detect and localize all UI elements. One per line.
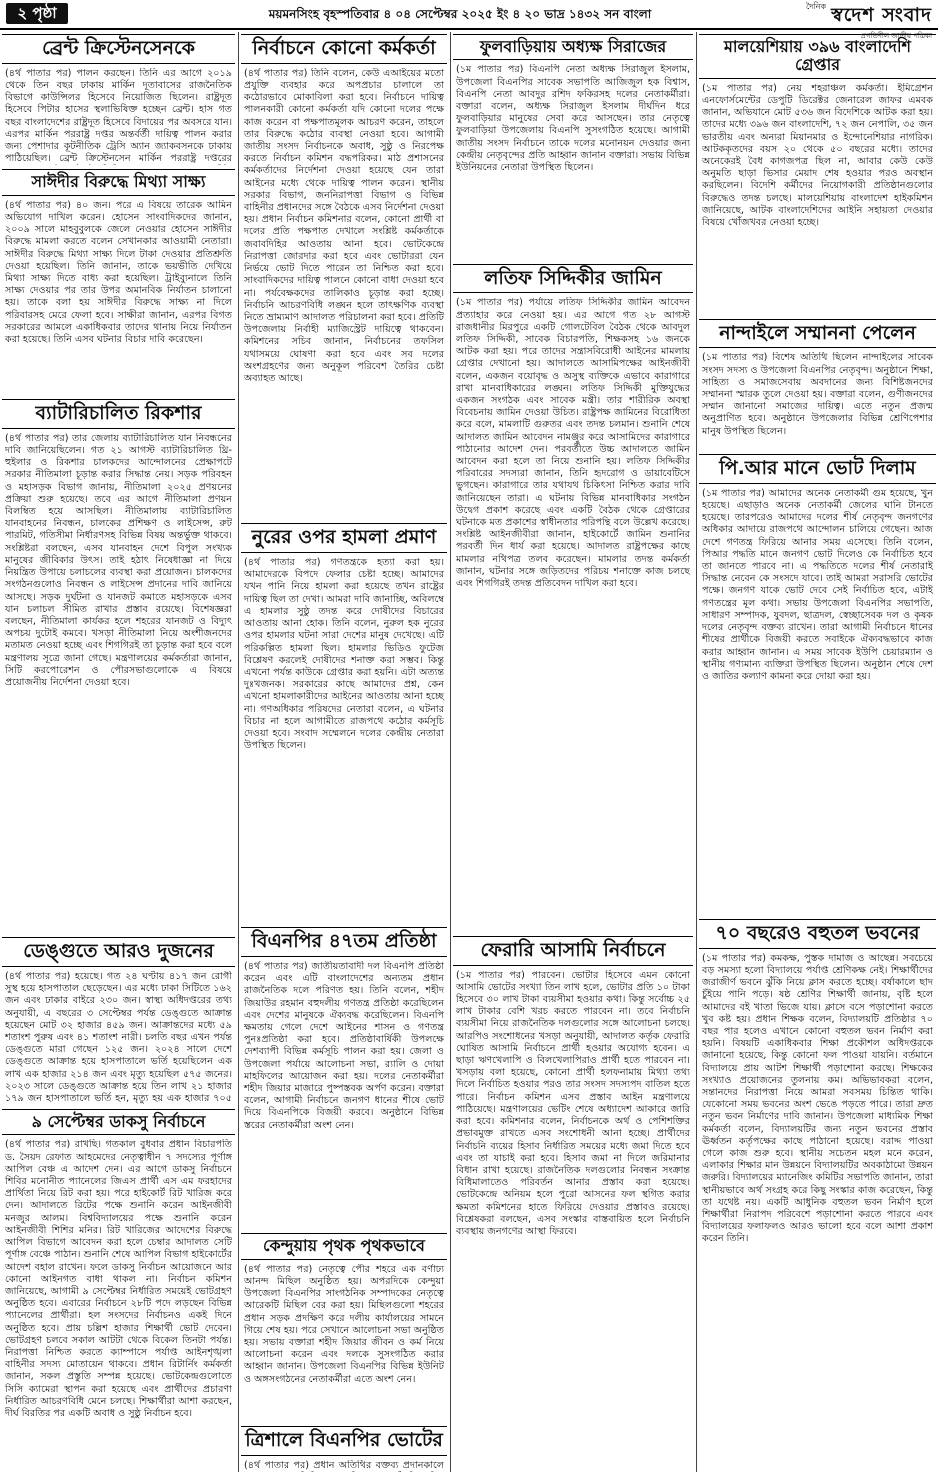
article-headline: মালয়েশিয়ায় ৩৯৬ বাংলাদেশি গ্রেপ্তার [699,34,936,79]
article-body: (১ম পাতার পর) বিশেষ অতিথি ছিলেন নান্দাইলের সাবেক সংসদ সদস্য ও উপজেলা বিএনপির নেতৃবৃন্দ। অনুষ্ঠানে শিক্ষা, সাহিত্য ও সমাজসেবায় অবদানের জন্য বিশিষ্টজনদের সম্মাননা স্মারক তুলে দেওয়া হয়। বক্তারা বলেন, গুণীজনদের সম্মান জানানো সমাজের দায়িত্ব। এতে নতুন প্রজন্ম অনুপ্রাণিত হবে। অনুষ্ঠানে উপজেলার বিভিন্ন শ্রেণিপেশার মানুষ উপস্থিত ছিলেন। [702,352,933,437]
article-headline: ৭০ বছরেও বহুতল ভবনের [699,919,936,949]
news-article [453,34,693,260]
article-body: (১ম পাতার পর) আমাদের অনেক নেতাকর্মী গুম হয়েছে, খুন হয়েছে। এছাড়াও অনেক নেতাকর্মী জেলের ঘানি টানতে হয়েছে। তারপরেও আমাদের দলের শীর্ষ নেতৃবৃন্দ জনগণের অধিকার আদায়ে রাজপথে আন্দোলন চালিয়ে গেছেন। আজ দেশে গণতন্ত্র ফিরিয়ে আনার সময় এসেছে। তিনি বলেন, পিআর পদ্ধতি মানে জনগণ ভোট দিলেও কে নির্বাচিত হবে তা জানতে পারবে না। এ পদ্ধতিতে দলের শীর্ষ নেতারাই সিদ্ধান্ত নেবেন কে সংসদে যাবে। তাই আমরা সরাসরি ভোটের পক্ষে। জনগণ যাকে ভোট দেবে সেই নির্বাচিত হবে, এটাই গণতন্ত্রের মূল কথা। সভায় উপজেলা বিএনপির সভাপতি, সাধারণ সম্পাদক, যুবদল, ছাত্রদল, স্বেচ্ছাসেবক দল ও কৃষক দলের নেতৃবৃন্দ বক্তব্য রাখেন। তারা আগামী নির্বাচনে ধানের শীষের প্রার্থীকে বিজয়ী করতে সবাইকে ঐক্যবদ্ধভাবে কাজ করার আহ্বান জানান। এ সময় সাবেক ইউপি চেয়ারম্যান ও স্থানীয় গণ্যমান্য ব্যক্তিরা উপস্থিত ছিলেন। অনুষ্ঠান শেষে দেশ ও জাতির কল্যাণ কামনা করে দোয়া করা হয়। [702,487,933,682]
article-body: (৪র্থ পাতার পর) নেতৃত্বে পৌর শহরে এক বর্ণাঢ্য আনন্দ মিছিল অনুষ্ঠিত হয়। অপরদিকে কেন্দুয়া উপজেলা বিএনপির সাংগঠনিক সম্পাদকের নেতৃত্বে আরেকটি মিছিল বের করা হয়। মিছিলগুলো শহরের প্রধান সড়ক প্রদক্ষিণ করে দলীয় কার্যালয়ের সামনে গিয়ে শেষ হয়। পরে সেখানে আলোচনা সভা অনুষ্ঠিত হয়। সভায় বক্তারা শহীদ জিয়ার জীবন ও কর্ম নিয়ে আলোচনা করেন এবং দলকে সুসংগঠিত করার আহ্বান জানান। উপজেলা বিএনপির বিভিন্ন ইউনিট ও অঙ্গসংগঠনের নেতাকর্মীরা এতে অংশ নেন। [244,1263,444,1385]
dateline: ময়মনসিংহ বৃহস্পতিবার ৪ ০৪ সেপ্টেম্বর ২০২৫ ইং ৪ ২০ ভাদ্র ১৪৩২ সন বাংলা [268,7,652,21]
news-article [241,1426,447,1472]
news-article [2,34,235,165]
article-headline: ব্যাটারিচালিত রিকশার [2,399,235,429]
column-divider [450,32,451,1472]
news-article [699,919,936,1472]
masthead-tagline: প্রগতিশীল জাতীয় পত্রিকা [860,32,932,40]
column-4 [699,32,936,1472]
article-headline: ৯ সেপ্টেম্বর ডাকসু নির্বাচনে [2,1109,235,1135]
article-body: (৪র্থ পাতার পর) রাখছি। গতকাল বুধবার প্রধান বিচারপতি ড. সৈয়দ রেফাত আহমেদের নেতৃত্বাধীন ৭ সদস্যের পূর্ণাঙ্গ আপিল বেঞ্চ এ আদেশ দেন। এর আগে ডাকসু নির্বাচনে শিবির মনোনীত প্যানেলের জিএস প্রার্থী এস এম ফরহাদের প্রার্থিতা নিয়ে রিট করা হয়। পরে হাইকোর্ট রিট খারিজ করে দেন। আদালতে রিটের পক্ষে শুনানি করেন আইনজীবী মনজুর আলম। বিশ্ববিদ্যালয়ের পক্ষে শুনানি করেন আইনজীবী শিশির মনির। রিট খারিজের আদেশের বিরুদ্ধে আপিল বিভাগে আবেদন করা হলে চেম্বার আদালত সেটি পূর্ণাঙ্গ বেঞ্চে পাঠান। শুনানি শেষে আপিল বিভাগ হাইকোর্টের আদেশ বহাল রাখেন। ফলে ডাকসু নির্বাচন আয়োজনে আর কোনো আইনগত বাধা থাকল না। নির্বাচন কমিশন জানিয়েছে, আগামী ৯ সেপ্টেম্বর নির্ধারিত সময়েই ভোটগ্রহণ অনুষ্ঠিত হবে। এবারের নির্বাচনে ২৮টি পদে লড়ছেন বিভিন্ন প্যানেলের প্রার্থীরা। হল সংসদের নির্বাচনও একই দিনে অনুষ্ঠিত হবে। প্রায় চল্লিশ হাজার শিক্ষার্থী ভোট দেবেন। ভোটগ্রহণ চলবে সকাল আটটা থেকে বিকেল তিনটা পর্যন্ত। নিরাপত্তা নিশ্চিত করতে ক্যাম্পাসে পর্যাপ্ত আইনশৃঙ্খলা বাহিনীর সদস্য মোতায়েন থাকবে। প্রধান রিটার্নিং কর্মকর্তা জানান, সকল প্রস্তুতি সম্পন্ন হয়েছে। ভোটকেন্দ্রগুলোতে সিসি ক্যামেরা স্থাপন করা হয়েছে এবং প্রার্থীদের প্রচারণা নির্ধারিত আচরণবিধি মেনে চলছে। শিক্ষার্থীরা আশা করছেন, দীর্ঘ বিরতির পর একটি অবাধ ও সুষ্ঠু নির্বাচন হবে। [5,1139,233,1419]
column-3 [453,32,693,1472]
article-body: (১ম পাতার পর) কমকক্ষ, পুস্তক দামাজ ও আছেন্ন। সবচেয়ে বড় সমস্যা হলো বিদ্যালয়ে পর্যাপ্ত শ্রেণিকক্ষ নেই। শিক্ষার্থীদের জরাজীর্ণ ভবনে ঝুঁকি নিয়ে ক্লাস করতে হচ্ছে। বর্ষাকালে ছাদ চুঁইয়ে পানি পড়ে। ষষ্ঠ শ্রেণির শিক্ষার্থী জানায়, বৃষ্টি হলে আমাদের বই খাতা ভিজে যায়। ক্লাসে বসে পড়াশোনা করতে খুব কষ্ট হয়। প্রধান শিক্ষক বলেন, বিদ্যালয়টি প্রতিষ্ঠার ৭০ বছর পার হলেও এখানে কোনো বহুতল ভবন নির্মাণ করা হয়নি। বিষয়টি একাধিকবার শিক্ষা প্রকৌশল অধিদপ্তরকে জানানো হয়েছে, কিন্তু কোনো ফল পাওয়া যায়নি। বর্তমানে বিদ্যালয়ে প্রায় আটশ শিক্ষার্থী পড়াশোনা করছে। শিক্ষকের সংখ্যাও প্রয়োজনের তুলনায় কম। অভিভাবকরা বলেন, সন্তানদের নিরাপত্তা নিয়ে আমরা সবসময় চিন্তিত থাকি। যেকোনো সময় ভবনের অংশ ভেঙে পড়তে পারে। তারা দ্রুত নতুন ভবন নির্মাণের দাবি জানান। উপজেলা মাধ্যমিক শিক্ষা কর্মকর্তা বলেন, বিদ্যালয়টির জন্য নতুন ভবনের প্রস্তাব ঊর্ধ্বতন কর্তৃপক্ষের কাছে পাঠানো হয়েছে। বরাদ্দ পাওয়া গেলে কাজ শুরু হবে। স্থানীয় সচেতন মহল মনে করেন, এলাকার শিক্ষার মান উন্নয়নে বিদ্যালয়টির অবকাঠামো উন্নয়ন জরুরি। বিদ্যালয়ের ম্যানেজিং কমিটির সভাপতি জানান, তারা স্থানীয়ভাবে অর্থ সংগ্রহ করে কিছু সংস্কার কাজ করেছেন, কিন্তু তা যথেষ্ট নয়। একটি আধুনিক বহুতল ভবন নির্মাণ হলে শিক্ষার্থীরা নিরাপদ পরিবেশে পড়াশোনা করতে পারবে এবং বিদ্যালয়ের ফলাফলও আরও ভালো হবে বলে আশা প্রকাশ করেন তিনি। [702,952,933,1245]
article-body: (১ম পাতার পর) পারবেন। ভোটার হিসেবে এমন কোনো আসামি ভোটের সংখ্যা তিন লাখ হলে, ভোটার প্রতি ১০ টাকা হিসেবে ৩০ লাখ টাকা ব্যয়সীমা হওয়ার কথা। কিন্তু সর্বোচ্চ ২৫ লাখ টাকার বেশি খরচ করতে পারবেন না। তবে নির্বাচনি ব্যয়সীমা নিয়ে রাজনৈতিক দলগুলোর সঙ্গে আলোচনা চলছে। আরপিও সংশোধনের খসড়া অনুযায়ী, আদালত কর্তৃক ফেরারি ঘোষিত আসামি নির্বাচনে প্রার্থী হওয়ার অযোগ্য হবেন। এ ছাড়া ঋণখেলাপি ও বিলখেলাপিরাও প্রার্থী হতে পারবেন না। খসড়ায় বলা হয়েছে, কোনো প্রার্থী হলফনামায় মিথ্যা তথ্য দিলে নির্বাচিত হওয়ার পরও তার সংসদ সদস্যপদ বাতিল হতে পারে। নির্বাচন কমিশন এসব প্রস্তাব আইন মন্ত্রণালয়ে পাঠিয়েছে। মন্ত্রণালয়ের ভেটিং শেষে অধ্যাদেশ আকারে জারি করা হবে। কমিশনার বলেন, নির্বাচনকে অর্থ ও পেশিশক্তির প্রভাবমুক্ত রাখতে এসব সংশোধনী আনা হচ্ছে। প্রার্থীদের নির্বাচনি ব্যয়ের হিসাব নির্ধারিত সময়ের মধ্যে জমা দিতে হবে এবং তা যাচাই করা হবে। হিসাব জমা না দিলে জরিমানার বিধান রাখা হয়েছে। রাজনৈতিক দলগুলোর নিবন্ধন সংক্রান্ত বিধিমালাতেও পরিবর্তন আনার প্রস্তাব করা হয়েছে। ভোটকেন্দ্রে অনিয়ম হলে পুরো আসনের ফল স্থগিত করার ক্ষমতা কমিশনের হাতে ফিরিয়ে দেওয়ার প্রস্তাবও রয়েছে। বিশ্লেষকরা বলছেন, এসব সংস্কার বাস্তবায়িত হলে নির্বাচনি ব্যবস্থায় জনগণের আস্থা ফিরবে। [456,969,690,1237]
news-article [2,937,235,1105]
article-body: (৪র্থ পাতার পর) গণতন্ত্রকে হত্যা করা হয়। আমাদেরকে বিপদে ফেলার চেষ্টা হচ্ছে। আমাদের যখন পানি নিয়ে হামলা করা হয়েছে তখন রাষ্ট্রের দায়িত্ব ছিল তা দেখা। আমরা দাবি জানাচ্ছি, অবিলম্বে এ হামলার সুষ্ঠু তদন্ত করে দোষীদের বিচারের আওতায় আনা হোক। তিনি বলেন, নুরুল হক নুরের ওপর হামলার ঘটনা সারা দেশের মানুষ দেখেছে। এটি পরিকল্পিত হামলা ছিল। হামলার ভিডিও ফুটেজ বিশ্লেষণ করলেই দোষীদের শনাক্ত করা সম্ভব। কিন্তু এখনো পর্যন্ত কাউকে গ্রেপ্তার করা হয়নি। এটা অত্যন্ত দুঃখজনক। সরকারের কাছে আমাদের প্রশ্ন, কেন এখনো হামলাকারীদের আইনের আওতায় আনা হচ্ছে না। গণঅধিকার পরিষদের নেতারা বলেন, এ ঘটনার বিচার না হলে আগামীতে রাজপথে কঠোর কর্মসূচি দেওয়া হবে। সংবাদ সম্মেলনে দলের কেন্দ্রীয় নেতারা উপস্থিত ছিলেন। [244,557,444,752]
masthead-logo [726,1,932,40]
news-article [241,1233,447,1422]
article-body: (১ম পাতার পর) বিএনপি নেতা অধ্যক্ষ সিরাজুল ইসলাম, উপজেলা বিএনপির সাবেক সভাপতি আজিজুল হক বিশ্বাস, বিএনপি নেতা আবদুর রশিদ ফকিরসহ দলের নেতাকর্মীরা। বক্তারা বলেন, অধ্যক্ষ সিরাজুল ইসলাম দীর্ঘদিন ধরে ফুলবাড়িয়ার মানুষের সেবা করে আসছেন। তার নেতৃত্বে ফুলবাড়িয়া উপজেলায় বিএনপি সুসংগঠিত হয়েছে। আগামী জাতীয় সংসদ নির্বাচনে তাকে দলের মনোনয়ন দেওয়ার জন্য কেন্দ্রীয় নেতৃবৃন্দের প্রতি আহ্বান জানান বক্তারা। সভায় বিভিন্ন ইউনিয়নের নেতারা উপস্থিত ছিলেন। [456,64,690,174]
article-body: (১ম পাতার পর) পর্যায়ে লতিফ সিদ্দিকীর জামিন আবেদন প্রত্যাহার করে নেওয়া হয়। এর আগে গত ২৮ আগস্ট রাজধানীর মিরপুরে একটি গোলটেবিল বৈঠক থেকে আবদুল লতিফ সিদ্দিকী, সাবেক বিচারপতি, শিক্ষকসহ ১৬ জনকে আটক করা হয়। পরে তাদের সন্ত্রাসবিরোধী আইনের মামলায় গ্রেপ্তার দেখানো হয়। আদালতে আসামিপক্ষের আইনজীবী বলেন, একজন বয়োবৃদ্ধ ও অসুস্থ ব্যক্তিকে এভাবে কারাগারে রাখা মানবাধিকারের লঙ্ঘন। লতিফ সিদ্দিকী মুক্তিযুদ্ধের একজন সংগঠক এবং সাবেক মন্ত্রী। তার শারীরিক অবস্থা বিবেচনায় জামিন দেওয়া উচিত। রাষ্ট্রপক্ষ জামিনের বিরোধিতা করে বলে, মামলাটি গুরুতর এবং তদন্ত চলমান। শুনানি শেষে আদালত জামিন আবেদন নামঞ্জুর করে আসামিদের কারাগারে পাঠানোর আদেশ দেন। পরবর্তীতে উচ্চ আদালতে জামিন আবেদন করা হলে তা নিয়ে শুনানি হয়। লতিফ সিদ্দিকীর পরিবারের সদস্যরা জানান, তিনি হৃদরোগ ও ডায়াবেটিসে ভুগছেন। কারাগারে তার যথাযথ চিকিৎসা নিশ্চিত করার দাবি জানিয়েছেন তারা। এ ঘটনায় বিভিন্ন মানবাধিকার সংগঠন উদ্বেগ প্রকাশ করেছে এবং একটি বৈঠক থেকে গ্রেপ্তারের ঘটনাকে মত প্রকাশের স্বাধীনতার পরিপন্থি বলে উল্লেখ করেছে। সংশ্লিষ্ট আইনজীবীরা জানান, হাইকোর্টে জামিন শুনানির পরবর্তী দিন ধার্য করা হয়েছে। আদালত রাষ্ট্রপক্ষের কাছে মামলার নথিপত্র তলব করেছেন। মামলার তদন্ত কর্মকর্তা জানান, ঘটনার সঙ্গে জড়িতদের পরিচয় শনাক্তে কাজ চলছে এবং শিগগিরই তদন্ত প্রতিবেদন দাখিল করা হবে। [456,297,690,590]
news-article [2,1109,235,1472]
news-article [453,264,693,932]
article-headline: লতিফ সিদ্দিকীর জামিন [453,264,693,294]
page-number-badge: ২ পৃষ্ঠা [6,3,68,24]
article-body: (৪র্থ পাতার পর) ৪০ জন। পরে এ বিষয়ে তারেক আমিন অভিযোগ দাখিল করেন। হোসেন সাংবাদিকদের জানান, ২০০৯ সালে মাহবুবুলকে জেলে নেওয়ার হোসেন সাঈদীর বিরুদ্ধে মামলা করতে বলেন সেখানকার আওয়ামী নেতারা। সাঈদীর বিরুদ্ধে মিথ্যা সাক্ষ্য দিলে টাকা দেওয়ার প্রতিশ্রুতি দেওয়া হয়েছিল। তিনি জানান, তাকে ভয়ভীতি দেখিয়ে মিথ্যা সাক্ষ্য দিতে বাধ্য করা হয়েছিল। ট্রাইব্যুনালে তিনি সাক্ষ্য দেওয়ার পর তার উপর অমানবিক নির্যাতন চালানো হয়। তাকে বলা হয় সাঈদীর বিরুদ্ধে সাক্ষ্য না দিলে পরিবারসহ মেরে ফেলা হবে। সাক্ষীরা জানান, এরপর বিগত সরকারের আমলে একাধিকবার তাদের থানায় নিয়ে নির্যাতন করা হয়েছে। তিনি এসব ঘটনার বিচার দাবি করেছেন। [5,199,232,346]
news-article [699,454,936,915]
page-header [0,0,938,40]
article-body: (৪র্থ পাতার পর) প্রধান অতিথির বক্তব্য প্রদানকালে [244,1460,444,1472]
article-headline: ত্রিশালে বিএনপির ভোটের [241,1426,447,1456]
article-body: (৪র্থ পাতার পর) পালন করছেন। তিনি এর আগে ২০১৯ থেকে তিন বছর ঢাকায় মার্কিন দূতাবাসের রাজনৈতিক বিভাগে কাউন্সিলর হিসেবে নিয়োজিত ছিলেন। রাষ্ট্রদূত হিসেবে পিটার হাসের স্থলাভিষিক্ত হচ্ছেন ব্রেন্ট। হাস গত বছর বাংলাদেশের রাষ্ট্রদূত হিসেবে বিদায়ের পর অবসরে যান। এরপর মার্কিন পররাষ্ট্র দপ্তর অন্তর্বর্তী দায়িত্ব পালন করার জন্য পেশাদার কূটনীতিক ট্রেসি অ্যান জ্যাকবসনকে ঢাকায় পাঠিয়েছিল। ব্রেন্ট ক্রিস্টেনসেন মার্কিন পররাষ্ট্র দপ্তরের [5,67,232,165]
article-headline: ডেঙ্গুতে আরও দুজনের [2,937,235,967]
article-headline: ব্রেন্ট ক্রিস্টেনসেনকে [2,34,235,64]
column-2 [241,32,447,1472]
news-article [699,34,936,315]
article-headline: ফেরারি আসামি নির্বাচনে [453,936,693,966]
column-1 [2,32,235,1472]
masthead-prefix: দৈনিক [805,2,827,11]
column-divider [696,32,697,1472]
article-body: (১ম পাতার পর) নেয় শহরাঞ্চল কর্মকর্তা। ইমিগ্রেশন এনফোর্সমেন্টের ডেপুটি ডিরেক্টর জেনারেল জাফর এমবক জানান, অভিযানে মোট ৫৩৬ জন বিদেশিকে আটক করা হয়। তাদের মধ্যে ৩৯৬ জন বাংলাদেশি, ৭২ জন নেপালি, ৩৫ জন ভারতীয় এবং অন্যরা মিয়ানমার ও ইন্দোনেশিয়ার নাগরিক। আটককৃতদের বয়স ২০ থেকে ৫০ বছরের মধ্যে। তাদের অনেকেরই বৈধ কাগজপত্র ছিল না, আবার কেউ কেউ অনুমতি ছাড়া ভিসার মেয়াদ শেষ হওয়ার পরও অবস্থান করছিলেন। বিদেশি কর্মীদের নিয়োগকারী প্রতিষ্ঠানগুলোর বিরুদ্ধেও তদন্ত চলছে। মালয়েশিয়ায় বাংলাদেশ হাইকমিশন জানিয়েছে, আটক বাংলাদেশিদের আইনি সহায়তা দেওয়ার বিষয়ে খোঁজখবর নেওয়া হচ্ছে। [702,82,933,229]
article-headline: নান্দাইলে সম্মাননা পেলেন [699,319,936,349]
article-headline: সাঈদীর বিরুদ্ধে মিথ্যা সাক্ষ্য [2,169,235,195]
article-headline: নির্বাচনে কোনো কর্মকর্তা [241,34,447,64]
article-headline: পি.আর মানে ভোট দিলাম [699,454,936,484]
article-headline: ফুলবাড়িয়ায় অধ্যক্ষ সিরাজের [453,34,693,60]
news-article [241,927,447,1229]
article-headline: নুরের ওপর হামলা প্রমাণ [241,523,447,553]
article-headline: বিএনপির ৪৭তম প্রতিষ্ঠা [241,927,447,957]
column-divider [238,32,239,1472]
article-body: (৪র্থ পাতার পর) হয়েছে। গত ২৪ ঘণ্টায় ৪১৭ জন রোগী সুস্থ হয়ে হাসপাতাল ছেড়েছেন। এর মধ্যে ঢাকা সিটিতে ১৬২ জন এবং ঢাকার বাইরে ২৩০ জন। স্বাস্থ্য অধিদপ্তরের তথ্য অনুযায়ী, এ বছরের ৩ সেপ্টেম্বর পর্যন্ত ডেঙ্গুতে আক্রান্ত হয়েছেন মোট ৩২ হাজার ৪৫৯ জন। আক্রান্তদের মধ্যে ৫৯ শতাংশ পুরুষ এবং ৪১ শতাংশ নারী। চলতি বছর এখন পর্যন্ত ডেঙ্গুতে মারা গেছেন ১২৫ জন। ২০২৪ সালে দেশে ডেঙ্গুতে আক্রান্ত হয়ে হাসপাতালে ভর্তি হয়েছিলেন এক লাখ এক হাজার ২১৪ জন এবং মৃত্যু হয়েছিল ৫৭৫ জনের। ২০২৩ সালে ডেঙ্গুতে আক্রান্ত হয়ে তিন লাখ ২১ হাজার ১৭৯ জন হাসপাতালে ভর্তি হন, মৃত্যু হয় এক হাজার ৭০৫ [5,970,232,1104]
masthead-name: স্বদেশ সংবাদ [831,4,932,26]
news-article [2,399,235,933]
article-headline: কেন্দুয়ায় পৃথক পৃথকভাবে [241,1233,447,1259]
article-body: (৪র্থ পাতার পর) জাতীয়তাবাদী দল বিএনপি প্রতিষ্ঠা করেন এবং এটি বাংলাদেশের অন্যতম প্রধান রাজনৈতিক দলে পরিণত হয়। তিনি বলেন, শহীদ জিয়াউর রহমান বহুদলীয় গণতন্ত্র প্রতিষ্ঠা করেছিলেন এবং দেশের মানুষকে ঐক্যবদ্ধ করেছিলেন। বিএনপি ক্ষমতায় গেলে দেশে আইনের শাসন ও গণতন্ত্র পুনঃপ্রতিষ্ঠা করা হবে। প্রতিষ্ঠাবার্ষিকী উপলক্ষে দেশব্যাপী বিভিন্ন কর্মসূচি পালন করা হয়। জেলা ও উপজেলা পর্যায়ে আলোচনা সভা, র‍্যালি ও দোয়া মাহফিলের আয়োজন করা হয়। দলের নেতাকর্মীরা শহীদ জিয়ার মাজারে পুষ্পস্তবক অর্পণ করেন। বক্তারা বলেন, আগামী নির্বাচনে জনগণ ধানের শীষে ভোট দিয়ে বিএনপিকে বিজয়ী করবে। অনুষ্ঠানে বিভিন্ন স্তরের নেতাকর্মীরা অংশ নেন। [244,960,444,1131]
article-body: (৪র্থ পাতার পর) তার জেলায় ব্যাটারিচালিত যান নিবন্ধনের দাবি জানিয়েছিলেন। গত ২১ আগস্ট ব্যাটারিচালিত থ্রি-হুইলার ও রিকশার চালকদের আন্দোলনের প্রেক্ষাপটে সরকার নীতিমালা চূড়ান্ত করার সিদ্ধান্ত নেয়। সড়ক পরিবহন ও মহাসড়ক বিভাগ জানায়, নীতিমালা ২০২৫ প্রণয়নের প্রক্রিয়া শুরু হয়েছে। তবে এর আগে নীতিমালা প্রণয়ন বিলম্বিত হয়ে আসছিল। নীতিমালায় ব্যাটারিচালিত যানবাহনের নিবন্ধন, চালকের প্রশিক্ষণ ও লাইসেন্স, রুট পারমিট, গতিসীমা নির্ধারণসহ বিভিন্ন বিষয় অন্তর্ভুক্ত থাকবে। সংশ্লিষ্টরা বলছেন, এসব যানবাহন দেশে বিপুল সংখ্যক মানুষের জীবিকার উৎস। তাই হঠাৎ নিষেধাজ্ঞা না দিয়ে নিয়ন্ত্রিত উপায়ে চলাচলের ব্যবস্থা করা প্রয়োজন। চালকদের সংগঠনগুলোও নিবন্ধন ও লাইসেন্স প্রদানের দাবি জানিয়ে আসছে। সড়ক দুর্ঘটনা ও যানজট কমাতে মহাসড়কে এসব যান চলাচল সীমিত রাখার প্রস্তাব রয়েছে। বিশেষজ্ঞরা বলছেন, নীতিমালা কার্যকর হলে শহরের যানজট ও বিদ্যুৎ অপচয় দুটোই কমবে। খসড়া নীতিমালা নিয়ে অংশীজনদের মতামত নেওয়া হচ্ছে এবং শিগগিরই তা চূড়ান্ত করা হবে বলে মন্ত্রণালয় সূত্রে জানা গেছে। মন্ত্রণালয়ের কর্মকর্তারা জানান, সিটি করপোরেশন ও পৌরসভাগুলোকে এ বিষয়ে প্রয়োজনীয় নির্দেশনা দেওয়া হবে। [5,432,232,688]
article-body: (৪র্থ পাতার পর) তিনি বলেন, কেউ এআইয়ের মতো প্রযুক্তি ব্যবহার করে অপপ্রচার চালালে তা কঠোরভাবে মোকাবিলা করা হবে। নির্বাচনে দায়িত্ব পালনকারী কোনো কর্মকর্তা যদি কোনো দলের পক্ষে কাজ করেন বা পক্ষপাতমূলক আচরণ করেন, তাহলে তার বিরুদ্ধে কঠোর ব্যবস্থা নেওয়া হবে। আগামী জাতীয় সংসদ নির্বাচনকে অবাধ, সুষ্ঠু ও নিরপেক্ষ করতে নির্বাচন কমিশন বদ্ধপরিকর। মাঠ প্রশাসনের কর্মকর্তাদের নির্দেশনা দেওয়া হয়েছে যেন তারা আইনের মধ্যে থেকে দায়িত্ব পালন করেন। স্থানীয় সরকার বিভাগ, জননিরাপত্তা বিভাগ ও বিভিন্ন বাহিনীর প্রধানদের সঙ্গে বৈঠকে এসব নির্দেশনা দেওয়া হয়। প্রধান নির্বাচন কমিশনার বলেন, কোনো প্রার্থী বা দলের প্রতি পক্ষপাত দেখালে সংশ্লিষ্ট কর্মকর্তাকে জবাবদিহির আওতায় আনা হবে। ভোটকেন্দ্রে নিরাপত্তা জোরদার করা হবে এবং ভোটাররা যেন নির্ভয়ে ভোট দিতে পারেন তা নিশ্চিত করা হবে। সাংবাদিকদের দায়িত্ব পালনে কোনো বাধা দেওয়া হবে না। পর্যবেক্ষকদের তালিকাও চূড়ান্ত করা হচ্ছে। নির্বাচনি আচরণবিধি লঙ্ঘন হলে তাৎক্ষণিক ব্যবস্থা নিতে ভ্রাম্যমাণ আদালত পরিচালনা করা হবে। প্রতিটি উপজেলায় নির্বাহী ম্যাজিস্ট্রেট দায়িত্বে থাকবেন। কমিশনের সচিব জানান, নির্বাচনের তফসিল যথাসময়ে ঘোষণা করা হবে এবং সব দলের অংশগ্রহণের জন্য অনুকূল পরিবেশ তৈরির চেষ্টা অব্যাহত আছে। [244,67,444,384]
news-article [241,523,447,923]
news-article [699,319,936,450]
news-article [2,169,235,395]
news-article [241,34,447,519]
news-article [453,936,693,1472]
